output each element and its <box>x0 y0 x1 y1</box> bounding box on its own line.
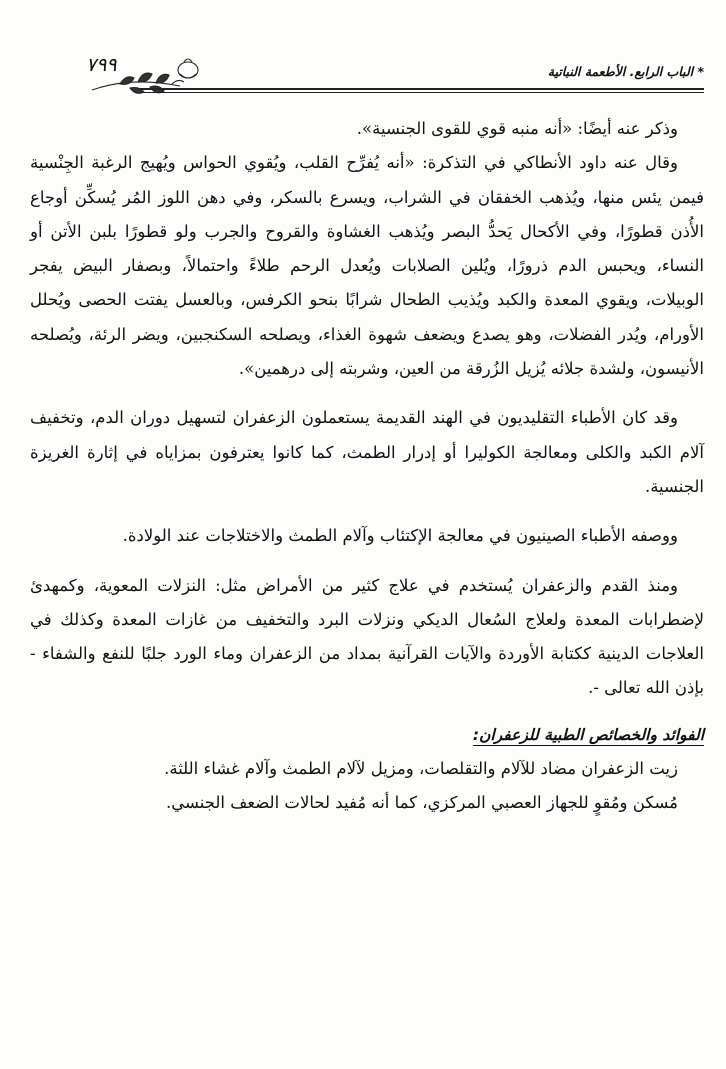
paragraph-2: وقال عنه داود الأنطاكي في التذكرة: «أنه يُفرِّح القلب، ويُقوي الحواس ويُهيج الرغبة الجِنْسية فيمن يئس منها، ويُذهب الخفقان في الشراب، ويسرع بالسكر، وفي دهن اللوز المُر يُسكِّن أوجاع الأُذن قطورًا، وفي الأكحال يَحدُّ البصر ويُذهب الغشاوة والقروح والجرب ولو قطورًا بلبن الأتن أو النساء، ويحبس الدم ذرورًا، ويُلين الصلابات ويُعدل الرحم طلاءً واحتمالاً، وبصفار البيض يفجر الوبيلات، ويقوي المعدة والكبد ويُذيب الطحال شرابًا بنحو الكرفس، وبالعسل يفتت الحصى ويُحلل الأورام، ويُدر الفضلات، وهو يصدع ويضعف شهوة الغذاء، ويصلحه السكنجبين، ويضر الرئة، ويُصلحه الأنيسون، ولشدة جلائه يُزيل الزُرقة من العين، وشربته إلى درهمين». <box>30 153 704 379</box>
header-rule <box>140 88 704 93</box>
list-item: مُسكن ومُقوٍ للجهاز العصبي المركزي، كما أنه مُفيد لحالات الضعف الجنسي. <box>166 793 678 813</box>
list-item: زيت الزعفران مضاد للآلام والتقلصات، ومزيل لآلام الطمث وآلام غشاء اللثة. <box>164 759 678 779</box>
section-heading: الفوائد والخصائص الطبية للزعفران: <box>472 725 704 744</box>
paragraph-3: وقد كان الأطباء التقليديون في الهند القديمة يستعملون الزعفران لتسهيل دوران الدم، وتخفيف آلام الكبد والكلى ومعالجة الكوليرا أو إدرار الطمث، كما كانوا يعترفون بمزاياه في إثارة الغريزة الجنسية. <box>30 408 704 496</box>
page-header <box>80 54 704 92</box>
paragraph-4: ووصفه الأطباء الصينيون في معالجة الإكتئاب وآلام الطمث والاختلاجات عند الولادة. <box>122 526 678 546</box>
paragraph-1: وذكر عنه أيضًا: «أنه منبه قوي للقوى الجنسية». <box>356 119 678 138</box>
page-body <box>30 112 704 821</box>
chapter-title: * الباب الرابع. الأطعمة النباتية <box>547 64 704 79</box>
page-number: ٧٩٩ <box>86 54 117 76</box>
paragraph-5: ومنذ القدم والزعفران يُستخدم في علاج كثير من الأمراض مثل: النزلات المعوية، وكمهدئ لإضطرابات المعدة ولعلاج السُعال الديكي ونزلات البرد والتخفيف من غازات المعدة وكذلك في العلاجات الدينية ككتابة الأوردة والآيات القرآنية بمداد من الزعفران وماء الورد جلبًا للنفع والشفاء - بإذن الله تعالى -. <box>30 575 704 698</box>
